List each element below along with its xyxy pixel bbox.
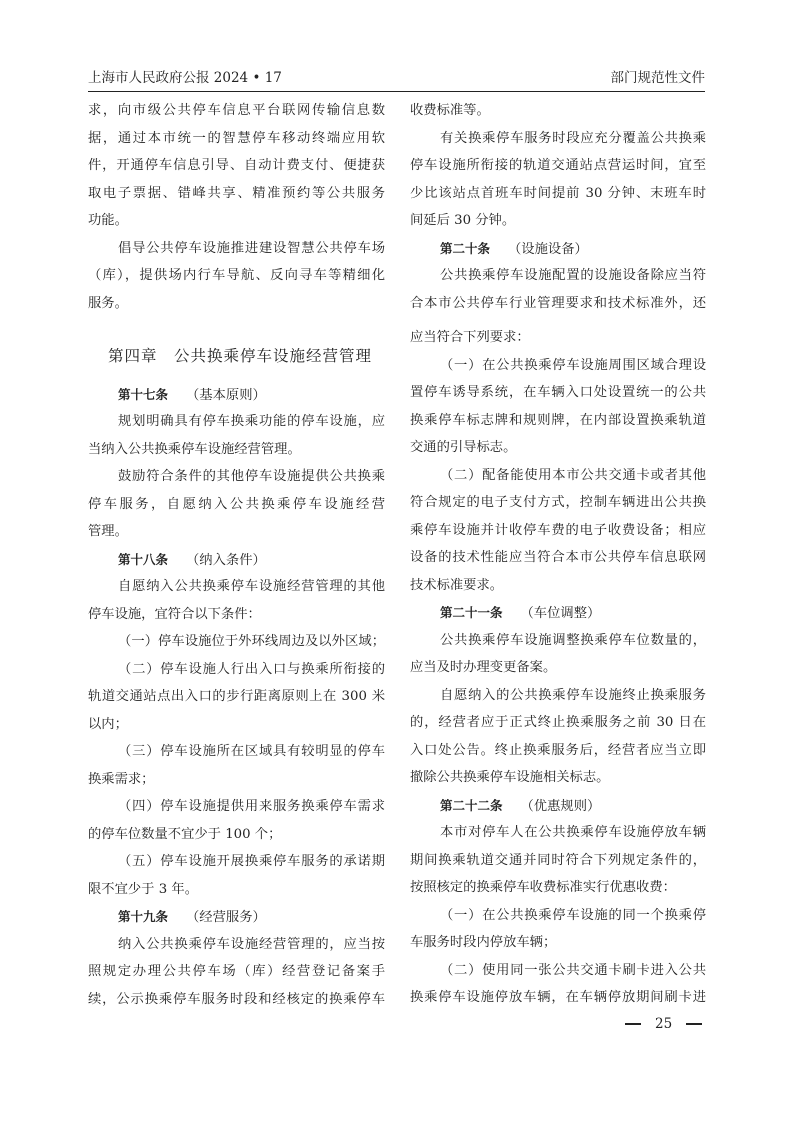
article-title: （设施设备） bbox=[508, 241, 588, 257]
text-line: 限不宜少于 3 年。 bbox=[88, 881, 198, 897]
text-line: 照规定办理公共停车场（库）经营登记备案手 bbox=[88, 964, 385, 979]
text-line: 停车设施，宜符合以下条件： bbox=[88, 606, 261, 622]
text-line: 的停车位数量不宜少于 100 个； bbox=[88, 826, 282, 842]
article-heading bbox=[410, 792, 706, 820]
text-line: 停车服务，自愿纳入公共换乘停车设施经营 bbox=[88, 496, 385, 512]
text-line: 换乘停车设施停放车辆，在车辆停放期间刷卡进 bbox=[410, 990, 706, 1005]
page-footer bbox=[625, 1016, 702, 1032]
text-line: （二）使用同一张公共交通卡刷卡进入公共 bbox=[440, 962, 706, 978]
text-line: 自愿纳入的公共换乘停车设施终止换乘服务 bbox=[440, 687, 706, 703]
text-line: 公共换乘停车设施配置的设施设备除应当符 bbox=[440, 268, 706, 283]
article-title: （优惠规则） bbox=[520, 798, 601, 814]
text-line: 入口处公告。终止换乘服务后，经营者应当立即 bbox=[410, 742, 706, 758]
left-column bbox=[88, 97, 385, 1013]
text-line: （二）停车设施人行出入口与换乘所衔接的 bbox=[118, 661, 385, 677]
text-line: 技术标准要求。 bbox=[410, 577, 504, 593]
text-line: 置停车诱导系统，在车辆入口处设置统一的公共 bbox=[410, 385, 706, 400]
text-line: （三）停车设施所在区域具有较明显的停车 bbox=[118, 744, 385, 759]
article-number: 第二十一条 bbox=[440, 605, 503, 620]
text-line: 纳入公共换乘停车设施经营管理的，应当按 bbox=[118, 936, 385, 952]
text-line: 鼓励符合条件的其他停车设施提供公共换乘 bbox=[118, 469, 385, 484]
article-heading bbox=[88, 381, 385, 409]
text-line: 续，公示换乘停车服务时段和经核定的换乘停车 bbox=[88, 991, 385, 1007]
article-number: 第十八条 bbox=[118, 551, 169, 567]
line-spacer bbox=[410, 317, 706, 324]
article-number: 第二十条 bbox=[440, 240, 491, 256]
article-title: （经营服务） bbox=[186, 910, 266, 925]
section-title: 部门规范性文件 bbox=[610, 70, 705, 86]
text-line: （五）停车设施开展换乘停车服务的承诺期 bbox=[118, 854, 385, 869]
article-number: 第十七条 bbox=[118, 386, 169, 402]
text-line: 据，通过本市统一的智慧停车移动终端应用软 bbox=[88, 130, 385, 146]
text-line: （一）停车设施位于外环线周边及以外区域； bbox=[118, 634, 385, 649]
publication-title: 上海市人民政府公报 2024 • 17 bbox=[88, 70, 282, 86]
text-line: 当纳入公共换乘停车设施经营管理。 bbox=[88, 441, 301, 457]
text-line: 乘停车设施并计收停车费的电子收费设备；相应 bbox=[410, 522, 706, 538]
article-heading bbox=[88, 546, 385, 574]
article-number: 第十九条 bbox=[118, 909, 169, 924]
text-line: 应当符合下列要求： bbox=[410, 330, 530, 345]
text-line: （二）配备能使用本市公共交通卡或者其他 bbox=[440, 467, 706, 483]
text-line: 公共换乘停车设施调整换乘停车位数量的， bbox=[440, 632, 706, 648]
text-line: 按照核定的换乘停车收费标准实行优惠收费： bbox=[410, 880, 676, 895]
text-line: 少比该站点首班车时间提前 30 分钟、末班车时 bbox=[410, 185, 706, 201]
text-line: 期间换乘轨道交通并同时符合下列规定条件的， bbox=[410, 852, 706, 868]
text-line: 换乘停车标志牌和规则牌，在内部设置换乘轨道 bbox=[410, 412, 706, 428]
text-line: （库），提供场内行车导航、反向寻车等精细化 bbox=[88, 268, 385, 283]
text-line: 间延后 30 分钟。 bbox=[410, 213, 516, 228]
text-line: 取电子票据、错峰共享、精准预约等公共服务 bbox=[88, 185, 385, 201]
text-line: 收费标准等。 bbox=[410, 103, 490, 118]
text-line: 本市对停车人在公共换乘停车设施停放车辆 bbox=[440, 825, 706, 840]
article-number: 第二十二条 bbox=[440, 797, 503, 813]
text-line: 停车设施所衔接的轨道交通站点营运时间，宜至 bbox=[410, 158, 706, 173]
text-line: （一）在公共换乘停车设施的同一个换乘停 bbox=[440, 907, 706, 923]
text-line: 规划明确具有停车换乘功能的停车设施，应 bbox=[118, 414, 385, 429]
text-line: 倡导公共停车设施推进建设智慧公共停车场 bbox=[118, 240, 385, 256]
text-line: 符合规定的电子支付方式，控制车辆进出公共换 bbox=[410, 495, 706, 510]
text-line: 交通的引导标志。 bbox=[410, 440, 517, 455]
text-line: 功能。 bbox=[88, 213, 128, 228]
page-number: 25 bbox=[655, 1016, 673, 1032]
text-line: 的，经营者应于正式终止换乘服务之前 30 日在 bbox=[410, 715, 706, 730]
text-line: 轨道交通站点出入口的步行距离原则上在 300 米 bbox=[88, 689, 385, 704]
text-line: 管理。 bbox=[88, 524, 128, 539]
text-line: 自愿纳入公共换乘停车设施经营管理的其他 bbox=[118, 579, 385, 594]
chapter-heading bbox=[88, 317, 385, 381]
chapter-heading-text: 第四章 公共换乘停车设施经营管理 bbox=[108, 346, 373, 365]
text-line: 服务。 bbox=[88, 295, 128, 311]
text-line: 求，向市级公共停车信息平台联网传输信息数 bbox=[88, 103, 385, 118]
article-heading bbox=[88, 903, 385, 931]
article-title: （车位调整） bbox=[520, 606, 601, 621]
text-line: 换乘需求； bbox=[88, 771, 155, 787]
text-line: 有关换乘停车服务时段应充分覆盖公共换乘 bbox=[440, 130, 706, 146]
article-heading bbox=[410, 599, 706, 627]
article-title: （基本原则） bbox=[186, 387, 266, 403]
article-heading bbox=[410, 235, 706, 263]
header-rule bbox=[88, 91, 705, 92]
footer-dash-right bbox=[686, 1023, 702, 1025]
text-line: 撤除公共换乘停车设施相关标志。 bbox=[410, 770, 610, 785]
text-line: 件，开通停车信息引导、自动计费支付、便捷获 bbox=[88, 158, 385, 173]
footer-dash-left bbox=[625, 1023, 641, 1025]
text-line: 应当及时办理变更备案。 bbox=[410, 660, 557, 675]
text-line: 以内； bbox=[88, 716, 128, 732]
article-title: （纳入条件） bbox=[186, 552, 266, 568]
text-line: 合本市公共停车行业管理要求和技术标准外，还 bbox=[410, 295, 706, 311]
text-line: （四）停车设施提供用来服务换乘停车需求 bbox=[118, 799, 385, 814]
right-column bbox=[410, 97, 706, 1012]
text-line: 设备的技术性能应当符合本市公共停车信息联网 bbox=[410, 550, 706, 565]
text-line: 车服务时段内停放车辆； bbox=[410, 935, 557, 950]
text-line: （一）在公共换乘停车设施周围区域合理设 bbox=[440, 357, 706, 373]
